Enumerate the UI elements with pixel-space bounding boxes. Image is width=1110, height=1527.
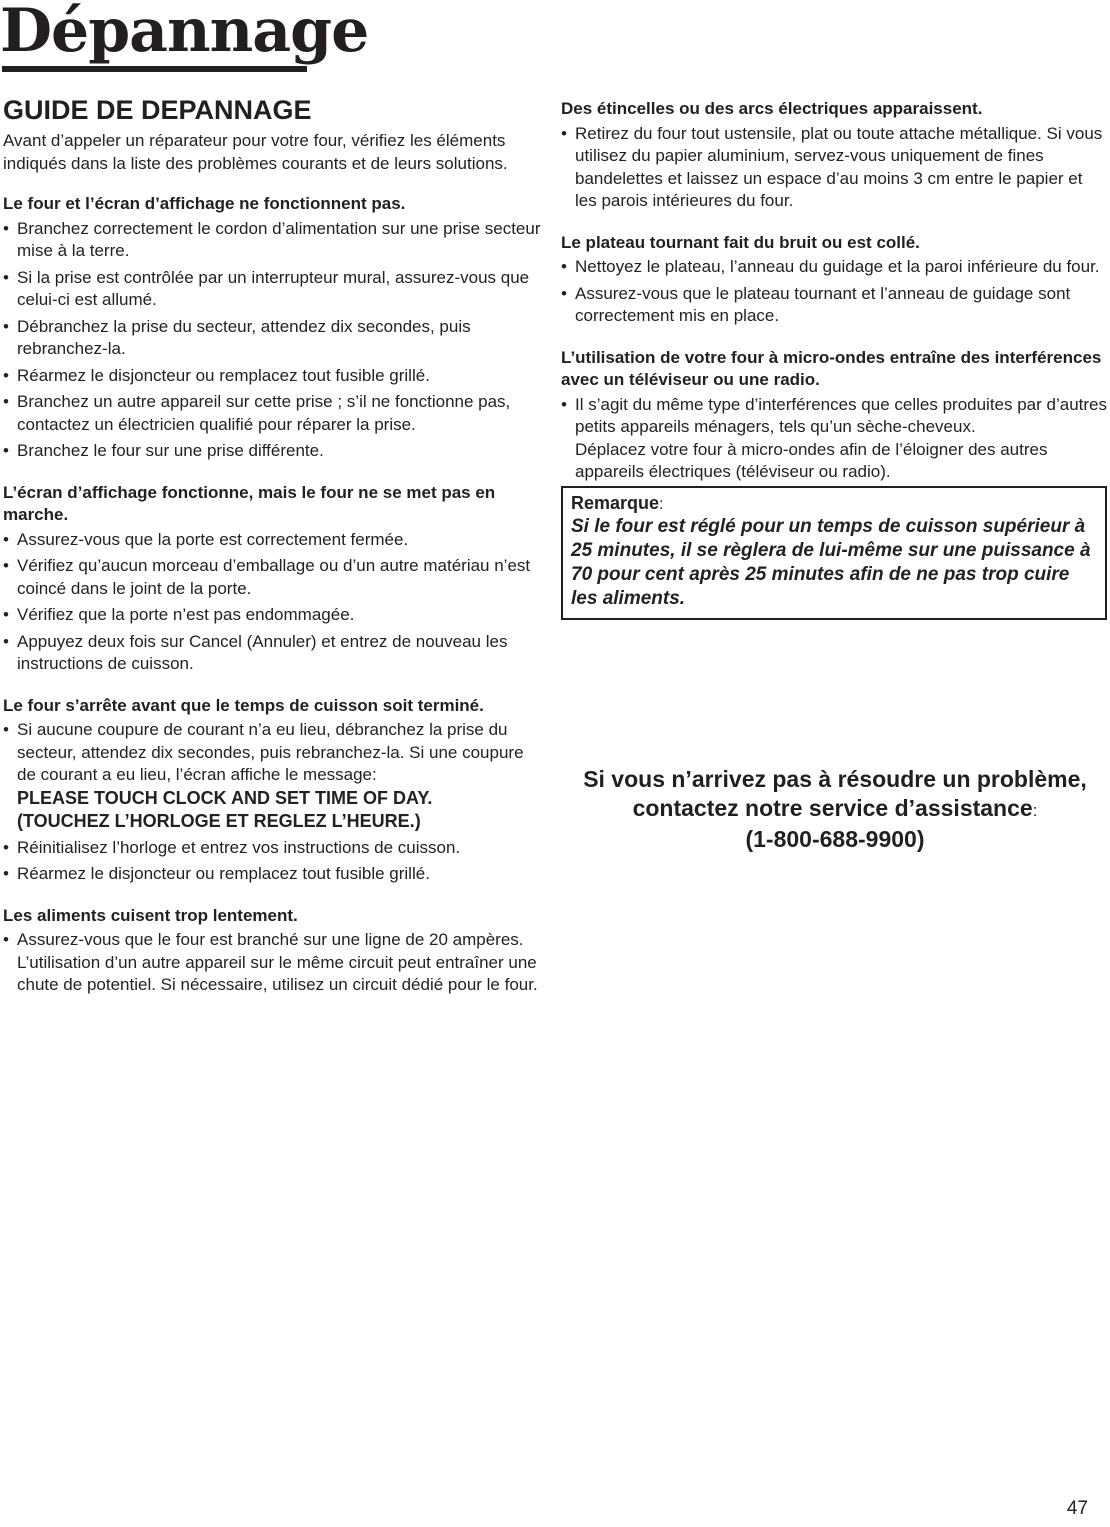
problem-section-turntable xyxy=(561,232,1107,328)
problem-section-no-start xyxy=(3,482,543,676)
solution-list xyxy=(3,719,543,886)
note-box xyxy=(561,486,1107,620)
page-number: 47 xyxy=(1066,1498,1088,1519)
problem-heading: L’écran d’affichage fonctionne, mais le four ne se met pas en marche. xyxy=(3,482,496,524)
note-label: Remarque xyxy=(571,492,660,513)
left-column xyxy=(3,94,543,1016)
problem-section-slow-cooking xyxy=(3,905,543,997)
solution-item xyxy=(3,929,543,997)
solution-text: Assurez-vous que le four est branché sur une ligne de 20 ampères. xyxy=(17,930,524,949)
display-message-fr: (TOUCHEZ L’HORLOGE ET REGLEZ L’HEURE.) xyxy=(17,810,421,831)
solution-item xyxy=(561,394,1107,484)
note-body: Si le four est réglé pour un temps de cuisson supérieur à 25 minutes, il se règlera de lui-même sur une puissance à 70 pour cent après 25 minutes afin de ne pas trop cuire les aliments. xyxy=(571,515,1091,609)
contact-line2: contactez notre service d’assistance xyxy=(632,795,1033,821)
solution-list xyxy=(561,394,1107,484)
display-message-en: PLEASE TOUCH CLOCK AND SET TIME OF DAY. xyxy=(17,787,433,808)
problem-section-interference xyxy=(561,347,1107,484)
solution-item: • Réarmez le disjoncteur ou remplacez tout fusible grillé. xyxy=(3,863,543,886)
solution-item: • Assurez-vous que le plateau tournant et l’anneau de guidage sont correctement mis en place. xyxy=(561,283,1107,328)
solution-item: • Branchez correctement le cordon d’alimentation sur une prise secteur mise à la terre. xyxy=(3,218,543,263)
problem-heading: L’utilisation de votre four à micro-ondes entraîne des interférences avec un téléviseur ou une radio. xyxy=(561,347,1102,389)
problem-heading: Les aliments cuisent trop lentement. xyxy=(3,905,298,925)
solution-item: • Si la prise est contrôlée par un interrupteur mural, assurez-vous que celui-ci est allumé. xyxy=(3,267,543,312)
solution-text-continued: Déplacez votre four à micro-ondes afin de l’éloigner des autres appareils électriques (téléviseur ou radio). xyxy=(575,439,1048,481)
solution-list xyxy=(3,529,543,676)
title-underline xyxy=(2,66,307,72)
solution-item: • Appuyez deux fois sur Cancel (Annuler) et entrez de nouveau les instructions de cuisson. xyxy=(3,631,543,676)
note-label-row xyxy=(571,492,1097,515)
contact-line1: Si vous n’arrivez pas à résoudre un problème, xyxy=(583,766,1087,792)
solution-item xyxy=(3,719,543,833)
solution-list xyxy=(3,218,543,463)
problem-section-stops-early xyxy=(3,695,543,886)
solution-item: • Débranchez la prise du secteur, attendez dix secondes, puis rebranchez-la. xyxy=(3,316,543,361)
problem-heading: Des étincelles ou des arcs électriques apparaissent. xyxy=(561,99,983,118)
solution-text-continued: L’utilisation d’un autre appareil sur le même circuit peut entraîner une chute de potentiel. Si nécessaire, utilisez un circuit dédié pour le four. xyxy=(17,952,538,994)
contact-line2-colon: : xyxy=(1032,801,1038,820)
problem-heading: Le four s’arrête avant que le temps de cuisson soit terminé. xyxy=(3,695,484,715)
page-title: Dépannage xyxy=(0,0,369,66)
solution-item: • Nettoyez le plateau, l’anneau du guidage et la paroi inférieure du four. xyxy=(561,256,1107,279)
note-label-colon: : xyxy=(659,495,664,513)
solution-item: • Vérifiez que la porte n’est pas endommagée. xyxy=(3,604,543,627)
problem-heading: Le four et l’écran d’affichage ne fonctionnent pas. xyxy=(3,194,406,213)
support-contact xyxy=(561,765,1109,854)
problem-heading: Le plateau tournant fait du bruit ou est collé. xyxy=(561,232,920,252)
solution-item: • Retirez du four tout ustensile, plat ou toute attache métallique. Si vous utilisez du papier aluminium, servez-vous uniquement de fines bandelettes et laissez un espace d’au moins 3 cm entre le papier et les parois intérieures du four. xyxy=(561,123,1107,213)
problem-section-sparks xyxy=(561,98,1107,213)
contact-phone: (1-800-688-9900) xyxy=(745,826,925,852)
solution-item: • Branchez un autre appareil sur cette prise ; s’il ne fonctionne pas, contactez un électricien qualifié pour réparer la prise. xyxy=(3,391,543,436)
solution-list xyxy=(561,123,1107,213)
contact-line2-row xyxy=(561,794,1109,825)
solution-text: Il s’agit du même type d’interférences que celles produites par d’autres petits appareils ménagers, tels qu’un sèche-cheveux. xyxy=(575,394,1108,436)
guide-intro: Avant d’appeler un réparateur pour votre four, vérifiez les éléments indiqués dans la liste des problèmes courants et de leurs solutions. xyxy=(3,131,508,173)
solution-item: • Réinitialisez l’horloge et entrez vos instructions de cuisson. xyxy=(3,837,543,860)
right-column xyxy=(561,98,1107,620)
solution-list xyxy=(3,929,543,997)
solution-item: • Réarmez le disjoncteur ou remplacez tout fusible grillé. xyxy=(3,365,543,388)
solution-item: • Branchez le four sur une prise différente. xyxy=(3,440,543,463)
solution-text: Si aucune coupure de courant n’a eu lieu, débranchez la prise du secteur, attendez dix secondes, puis rebranchez-la. Si une coupure de courant a eu lieu, l’écran affiche le message: xyxy=(17,720,524,784)
guide-title: GUIDE DE DEPANNAGE xyxy=(3,95,312,125)
solution-item: • Assurez-vous que la porte est correctement fermée. xyxy=(3,529,543,552)
problem-section-display xyxy=(3,193,543,463)
solution-list xyxy=(561,256,1107,328)
solution-item: • Vérifiez qu’aucun morceau d’emballage ou d’un autre matériau n’est coincé dans le joint de la porte. xyxy=(3,555,543,600)
